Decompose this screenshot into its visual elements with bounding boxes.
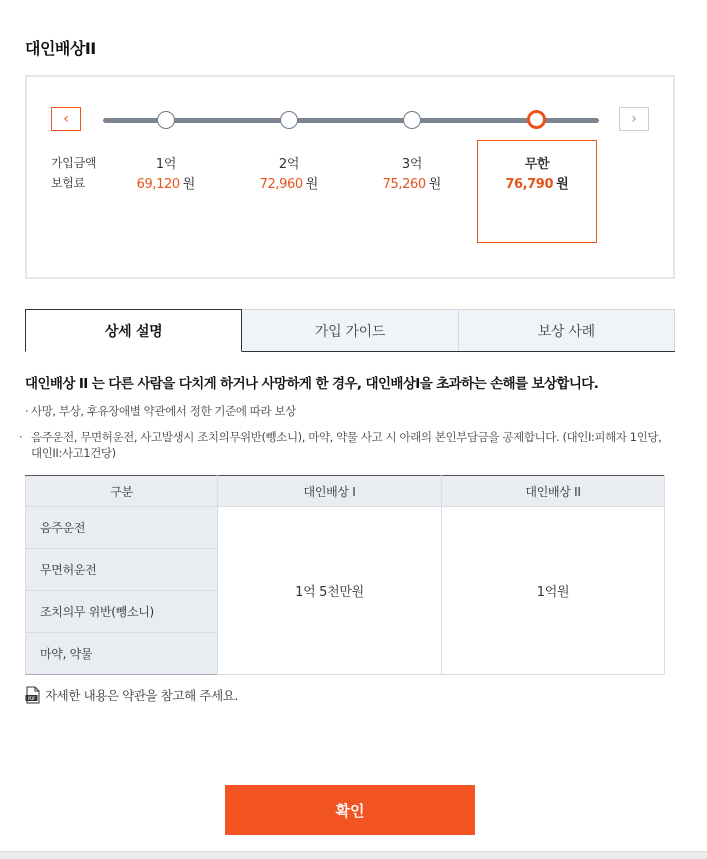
option-price: 69,120	[136, 177, 180, 192]
bullet-item: · 음주운전, 무면허운전, 사고발생시 조치의무위반(뺑소니), 마약, 약물 사고 시 아래의 본인부담금을 공제합니다. (대인I:피해자 1인당, 대인II:사고1건당)	[19, 430, 662, 460]
tab-guide[interactable]: 가입 가이드	[242, 309, 458, 351]
confirm-button[interactable]: 확인	[225, 785, 475, 835]
table-header: 구분	[26, 476, 218, 507]
table-row-label: 음주운전	[26, 507, 218, 549]
bullet-text: 음주운전, 무면허운전, 사고발생시 조치의무위반(뺑소니), 마약, 약물 사고 시 아래의 본인부담금을 공제합니다. (대인I:피해자 1인당, 대인II:사고1건당)	[31, 430, 662, 460]
terms-note[interactable]	[25, 686, 238, 704]
coverage-amount-label: 가입금액	[51, 156, 97, 170]
option-price: 76,790	[505, 177, 554, 192]
terms-note-text: 자세한 내용은 약관을 참고해 주세요.	[45, 688, 238, 703]
table-header: 대인배상 I	[218, 476, 442, 507]
option-amount: 2억	[278, 157, 300, 172]
premium-label: 보험료	[51, 176, 85, 190]
option-amount: 무한	[524, 157, 550, 172]
coverage-option-2[interactable]	[239, 155, 339, 195]
table-row-label: 무면허운전	[26, 549, 218, 591]
table-header-row	[26, 476, 665, 507]
option-amount: 1억	[155, 157, 177, 172]
option-price: 72,960	[259, 177, 303, 192]
slider-knob-4-selected[interactable]	[527, 110, 546, 129]
svg-text:PDF: PDF	[27, 696, 36, 702]
option-price-unit: 원	[428, 177, 442, 192]
option-price-unit: 원	[182, 177, 196, 192]
coverage-option-4-selected[interactable]	[487, 155, 587, 195]
bullet-text: 사망, 부상, 후유장애별 약관에서 정한 기준에 따라 보상	[31, 404, 296, 418]
detail-tabs	[25, 309, 675, 352]
table-header: 대인배상 II	[442, 476, 665, 507]
tab-detail[interactable]: 상세 설명	[25, 309, 242, 352]
deductible-table	[25, 475, 665, 675]
slider-knob-2[interactable]	[280, 111, 298, 129]
table-cell-value: 1억원	[442, 507, 665, 675]
option-price-unit: 원	[556, 177, 569, 192]
coverage-headline: 대인배상 II 는 다른 사람을 다치게 하거나 사망하게 한 경우, 대인배상I을 초과하는 손해를 보상합니다.	[25, 376, 599, 392]
tab-claim-cases[interactable]: 보상 사례	[459, 309, 675, 351]
footer-divider	[0, 851, 707, 859]
option-price-unit: 원	[305, 177, 319, 192]
option-amount: 3억	[401, 157, 423, 172]
page-title: 대인배상II	[25, 39, 96, 58]
table-row-label: 마약, 약물	[26, 633, 218, 675]
coverage-option-1[interactable]	[116, 155, 216, 195]
table-cell-value: 1억 5천만원	[218, 507, 442, 675]
coverage-slider-panel	[25, 75, 675, 279]
option-price: 75,260	[382, 177, 426, 192]
pdf-icon[interactable]	[25, 686, 41, 704]
slider-knob-3[interactable]	[403, 111, 421, 129]
slider-track[interactable]	[103, 118, 599, 123]
bullet-item: · 사망, 부상, 후유장애별 약관에서 정한 기준에 따라 보상	[25, 404, 296, 418]
table-row	[26, 507, 665, 549]
table-row-label: 조치의무 위반(뺑소니)	[26, 591, 218, 633]
slider-knob-1[interactable]	[157, 111, 175, 129]
coverage-option-3[interactable]	[362, 155, 462, 195]
chevron-left-icon[interactable]: ‹	[51, 107, 81, 131]
chevron-right-icon[interactable]: ›	[619, 107, 649, 131]
